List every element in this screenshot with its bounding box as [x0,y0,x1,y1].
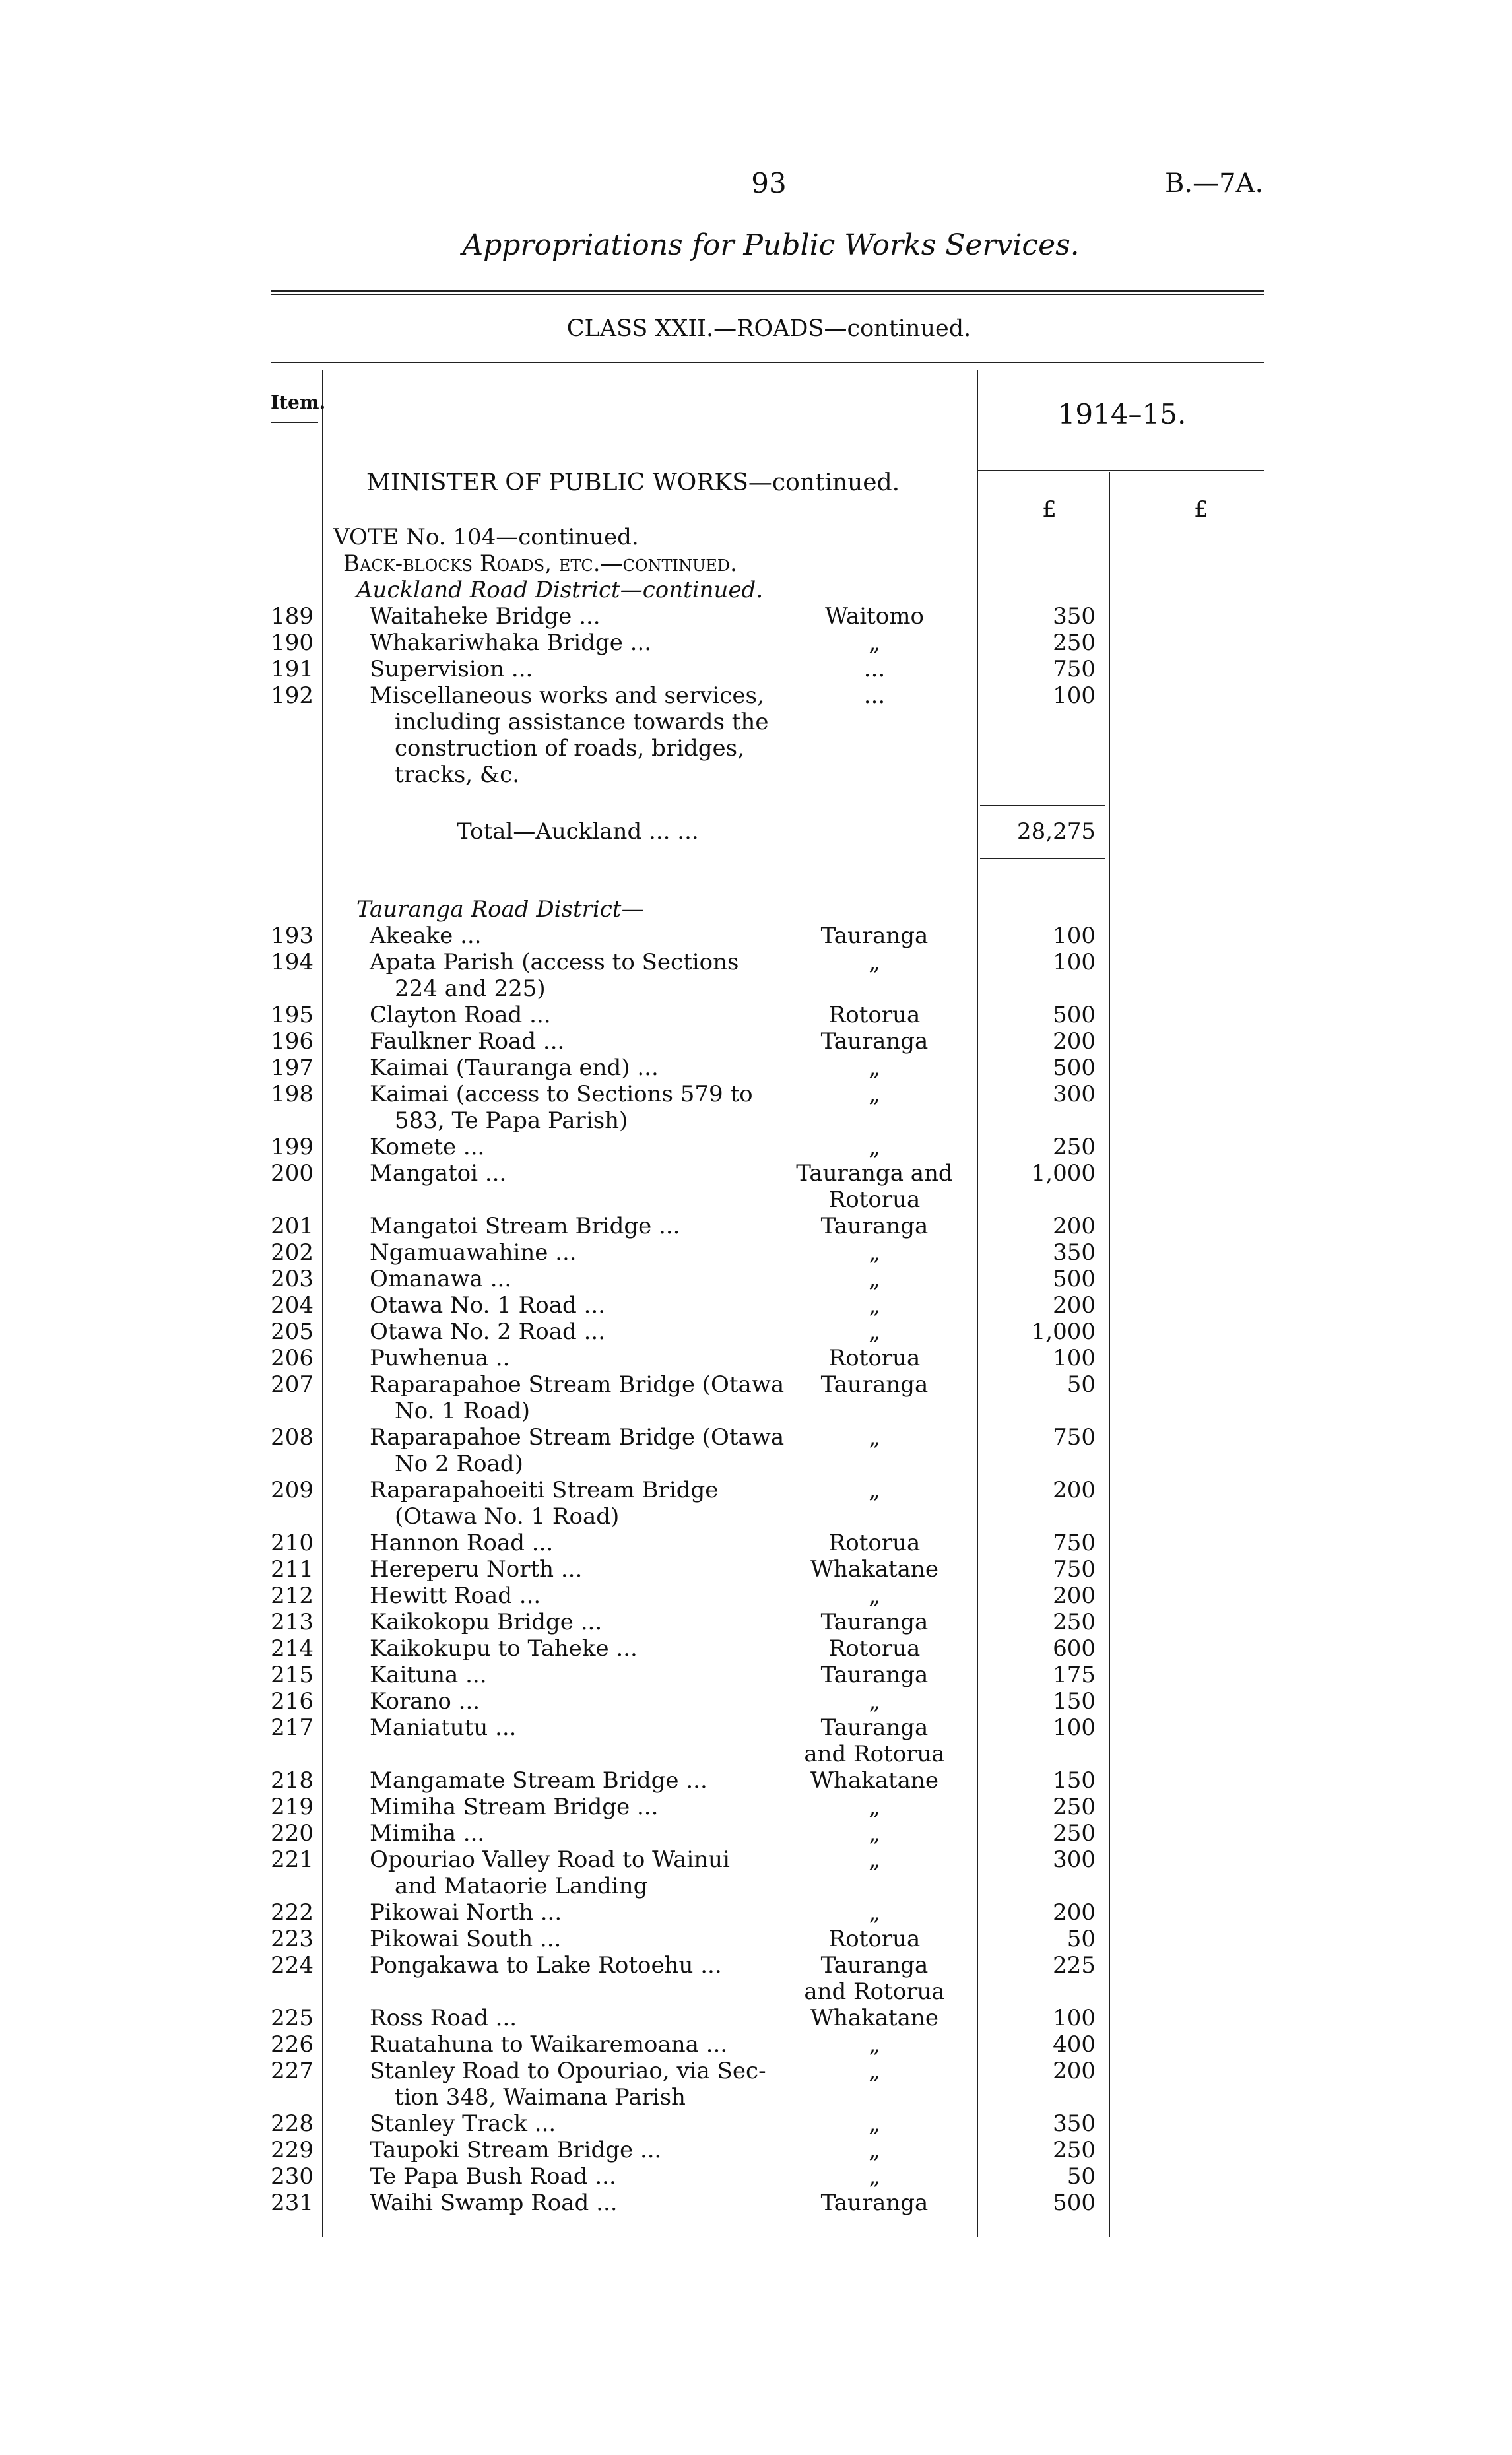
table-row [0,1688,1512,1715]
item-number: 224 [271,1952,313,1979]
item-description: (Otawa No. 1 Road) [395,1503,620,1530]
item-number: 221 [271,1847,313,1873]
table-row-continuation [0,1107,1512,1134]
item-number: 222 [271,1899,313,1926]
item-number: 217 [271,1715,313,1741]
item-number: 205 [271,1319,313,1345]
table-row [0,1662,1512,1688]
amount: 100 [1053,923,1096,949]
item-description: Faulkner Road ... [370,1028,565,1055]
table-row [0,2163,1512,2190]
item-description: Kaikokupu to Taheke ... [370,1635,638,1662]
table-row [0,1424,1512,1451]
district-heading-tauranga: Tauranga Road District— [356,896,644,923]
item-number: 208 [271,1424,313,1451]
table-row [0,1609,1512,1635]
table-row [0,1583,1512,1609]
table-row [0,1556,1512,1583]
table-row [0,630,1512,656]
electorate: „ [869,2163,880,2190]
table-row [0,1160,1512,1187]
amount: 300 [1053,1081,1096,1107]
amount: 350 [1053,603,1096,630]
item-number: 215 [271,1662,313,1688]
ministry-heading: MINISTER OF PUBLIC WORKS—continued. [366,469,900,496]
table-row-continuation [0,762,1512,788]
item-number: 210 [271,1530,313,1556]
item-description: Supervision ... [370,656,533,682]
item-description: Waihi Swamp Road ... [370,2190,618,2216]
table-row [0,1794,1512,1820]
table-row [0,1715,1512,1741]
item-number: 228 [271,2111,313,2137]
electorate: „ [869,1899,880,1926]
electorate: Tauranga [820,923,929,949]
electorate: Rotorua [828,1926,921,1952]
amount: 750 [1053,1556,1096,1583]
item-description: Omanawa ... [370,1266,512,1292]
amount: 750 [1053,1424,1096,1451]
item-description: Mangatoi Stream Bridge ... [370,1213,680,1239]
electorate: Tauranga [820,1609,929,1635]
item-number: 203 [271,1266,313,1292]
electorate: Tauranga [820,1715,929,1741]
table-row [0,1926,1512,1952]
item-description: 224 and 225) [395,975,546,1002]
table-row [0,2137,1512,2163]
item-description: Mangamate Stream Bridge ... [370,1767,707,1794]
electorate: Rotorua [828,1002,921,1028]
table-row-continuation [0,735,1512,762]
total-rule-top [980,805,1105,806]
item-description: Raparapahoe Stream Bridge (Otawa [370,1424,785,1451]
subhead: Back-blocks Roads, etc.—continued. [343,550,737,577]
item-description: Puwhenua .. [370,1345,510,1371]
item-number: 218 [271,1767,313,1794]
table-row-continuation [0,975,1512,1002]
item-description: Komete ... [370,1134,485,1160]
item-number: 209 [271,1477,313,1503]
item-description: Pongakawa to Lake Rotoehu ... [370,1952,722,1979]
table-row [0,1213,1512,1239]
amount: 250 [1053,1820,1096,1847]
electorate: „ [869,2111,880,2137]
table-row [0,923,1512,949]
table-row-continuation [0,1187,1512,1213]
item-description: Hereperu North ... [370,1556,583,1583]
total-label: Total—Auckland ... ... [457,818,699,845]
electorate: „ [869,1081,880,1107]
electorate: „ [869,1583,880,1609]
table-row-continuation [0,1451,1512,1477]
item-number: 225 [271,2005,313,2031]
electorate: Tauranga [820,1662,929,1688]
item-description: Kaimai (Tauranga end) ... [370,1055,659,1081]
electorate: Tauranga [820,1213,929,1239]
amount: 250 [1053,1609,1096,1635]
electorate: ... [863,656,886,682]
item-header-underline [271,422,318,423]
amount: 400 [1053,2031,1096,2058]
electorate: Tauranga [820,1028,929,1055]
item-number: 214 [271,1635,313,1662]
amount: 100 [1053,1345,1096,1371]
vote-heading: VOTE No. 104—continued. [333,524,639,550]
item-number: 190 [271,630,313,656]
electorate: Tauranga and [796,1160,953,1187]
item-description: Raparapahoe Stream Bridge (Otawa [370,1371,785,1398]
table-row [0,1530,1512,1556]
amount: 100 [1053,949,1096,975]
electorate: „ [869,1847,880,1873]
item-number: 212 [271,1583,313,1609]
item-description: including assistance towards the [395,709,769,735]
electorate: Rotorua [828,1345,921,1371]
item-description: Kaikokopu Bridge ... [370,1609,603,1635]
amount: 200 [1053,1213,1096,1239]
electorate: „ [869,1688,880,1715]
top-rule-thin [271,294,1264,295]
table-row [0,1767,1512,1794]
class-title: CLASS XXII.—ROADS—continued. [566,315,971,342]
item-number: 201 [271,1213,313,1239]
table-row-continuation [0,1398,1512,1424]
table-row [0,2111,1512,2137]
amount: 600 [1053,1635,1096,1662]
table-row [0,1292,1512,1319]
item-description: Miscellaneous works and services, [370,682,764,709]
total-rule-bottom [980,858,1105,859]
electorate: Waitomo [825,603,924,630]
item-description: Pikowai South ... [370,1926,562,1952]
table-row-continuation [0,1979,1512,2005]
electorate: „ [869,1239,880,1266]
table-row-continuation [0,1873,1512,1899]
item-number: 193 [271,923,313,949]
amount: 250 [1053,1794,1096,1820]
amount: 200 [1053,1899,1096,1926]
table-row [0,949,1512,975]
table-row [0,1055,1512,1081]
amount: 150 [1053,1688,1096,1715]
electorate: „ [869,1055,880,1081]
amount: 100 [1053,1715,1096,1741]
item-description: Te Papa Bush Road ... [370,2163,616,2190]
amount: 175 [1053,1662,1096,1688]
amount: 50 [1067,2163,1096,2190]
electorate: „ [869,1477,880,1503]
item-description: construction of roads, bridges, [395,735,744,762]
item-number: 230 [271,2163,313,2190]
item-description: Stanley Track ... [370,2111,556,2137]
electorate: „ [869,2031,880,2058]
table-row [0,1081,1512,1107]
item-description: Hewitt Road ... [370,1583,541,1609]
item-description: 583, Te Papa Parish) [395,1107,628,1134]
item-number: 196 [271,1028,313,1055]
item-description: Ruatahuna to Waikaremoana ... [370,2031,728,2058]
amount: 300 [1053,1847,1096,1873]
table-row [0,1820,1512,1847]
page-number: 93 [751,167,787,199]
total-amount: 28,275 [1017,818,1096,845]
item-description: Mimiha Stream Bridge ... [370,1794,659,1820]
item-description: Korano ... [370,1688,480,1715]
item-description: Apata Parish (access to Sections [370,949,739,975]
item-description: Waitaheke Bridge ... [370,603,601,630]
table-row [0,2031,1512,2058]
table-row-continuation [0,2084,1512,2111]
item-number: 213 [271,1609,313,1635]
item-description: Mangatoi ... [370,1160,507,1187]
item-number: 191 [271,656,313,682]
item-description: Otawa No. 2 Road ... [370,1319,605,1345]
amount: 750 [1053,1530,1096,1556]
item-number: 206 [271,1345,313,1371]
amount: 100 [1053,682,1096,709]
amount: 1,000 [1031,1160,1096,1187]
electorate: Tauranga [820,1371,929,1398]
table-row [0,2005,1512,2031]
amount: 100 [1053,2005,1096,2031]
currency-label-1: £ [1042,496,1057,523]
table-row [0,2058,1512,2084]
electorate: and Rotorua [804,1979,945,2005]
item-description: Opouriao Valley Road to Wainui [370,1847,730,1873]
item-number: 195 [271,1002,313,1028]
item-number: 211 [271,1556,313,1583]
item-number: 207 [271,1371,313,1398]
electorate: Rotorua [828,1635,921,1662]
item-description: Ross Road ... [370,2005,517,2031]
table-row-continuation [0,1503,1512,1530]
item-number: 223 [271,1926,313,1952]
item-number: 199 [271,1134,313,1160]
item-description: Kaituna ... [370,1662,487,1688]
amount: 250 [1053,1134,1096,1160]
electorate: „ [869,1820,880,1847]
report-reference: B.—7A. [1165,168,1264,199]
item-description: Whakariwhaka Bridge ... [370,630,652,656]
electorate: Rotorua [828,1187,921,1213]
table-row-continuation [0,709,1512,735]
electorate: ... [863,682,886,709]
table-row [0,1477,1512,1503]
amount: 200 [1053,2058,1096,2084]
electorate: „ [869,1266,880,1292]
table-row [0,603,1512,630]
table-row [0,1266,1512,1292]
electorate: „ [869,1319,880,1345]
item-number: 219 [271,1794,313,1820]
electorate: Rotorua [828,1530,921,1556]
table-row [0,1847,1512,1873]
item-description: Kaimai (access to Sections 579 to [370,1081,753,1107]
item-description: Ngamuawahine ... [370,1239,577,1266]
electorate: „ [869,949,880,975]
item-number: 198 [271,1081,313,1107]
electorate: Whakatane [810,1556,938,1583]
table-row [0,1635,1512,1662]
currency-label-2: £ [1194,496,1208,523]
item-number: 204 [271,1292,313,1319]
table-row [0,1134,1512,1160]
amount: 250 [1053,630,1096,656]
electorate: Tauranga [820,1952,929,1979]
item-number: 229 [271,2137,313,2163]
item-number: 200 [271,1160,313,1187]
electorate: Whakatane [810,1767,938,1794]
top-rule [271,290,1264,292]
electorate: „ [869,1134,880,1160]
item-number: 192 [271,682,313,709]
amount: 200 [1053,1028,1096,1055]
amount: 500 [1053,1002,1096,1028]
electorate: Whakatane [810,2005,938,2031]
item-description: Otawa No. 1 Road ... [370,1292,605,1319]
table-row [0,1319,1512,1345]
amount: 1,000 [1031,1319,1096,1345]
electorate: and Rotorua [804,1741,945,1767]
item-number: 220 [271,1820,313,1847]
table-top-rule [271,362,1264,363]
item-description: Akeake ... [370,923,482,949]
item-description: tracks, &c. [395,762,520,788]
table-row [0,1371,1512,1398]
year-underline [977,470,1264,471]
item-number: 189 [271,603,313,630]
table-row [0,656,1512,682]
item-number: 216 [271,1688,313,1715]
amount: 225 [1053,1952,1096,1979]
item-description: Raparapahoeiti Stream Bridge [370,1477,719,1503]
item-description: Stanley Road to Opouriao, via Sec- [370,2058,766,2084]
item-number: 194 [271,949,313,975]
table-row [0,1028,1512,1055]
table-row [0,1899,1512,1926]
amount: 750 [1053,656,1096,682]
item-number: 202 [271,1239,313,1266]
item-description: Maniatutu ... [370,1715,517,1741]
table-row [0,1002,1512,1028]
item-number: 226 [271,2031,313,2058]
item-description: Clayton Road ... [370,1002,551,1028]
item-number: 197 [271,1055,313,1081]
amount: 350 [1053,1239,1096,1266]
item-description: Mimiha ... [370,1820,485,1847]
district-heading-auckland: Auckland Road District—continued. [356,577,764,603]
electorate: „ [869,1424,880,1451]
amount: 50 [1067,1926,1096,1952]
electorate: „ [869,630,880,656]
table-row [0,2190,1512,2216]
item-column-header: Item. [271,391,326,413]
item-number: 227 [271,2058,313,2084]
electorate: „ [869,2137,880,2163]
page-title: Appropriations for Public Works Services. [462,228,1080,262]
item-description: No 2 Road) [395,1451,523,1477]
amount: 50 [1067,1371,1096,1398]
item-description: and Mataorie Landing [395,1873,648,1899]
amount: 150 [1053,1767,1096,1794]
table-row-continuation [0,1741,1512,1767]
item-description: tion 348, Waimana Parish [395,2084,686,2111]
table-row [0,1345,1512,1371]
electorate: „ [869,1292,880,1319]
amount: 200 [1053,1583,1096,1609]
electorate: „ [869,1794,880,1820]
amount: 200 [1053,1292,1096,1319]
amount: 350 [1053,2111,1096,2137]
amount: 500 [1053,1266,1096,1292]
year-column-header: 1914–15. [1057,398,1187,430]
item-number: 231 [271,2190,313,2216]
table-row [0,1239,1512,1266]
electorate: Tauranga [820,2190,929,2216]
electorate: „ [869,2058,880,2084]
amount: 500 [1053,2190,1096,2216]
table-row [0,1952,1512,1979]
item-description: Pikowai North ... [370,1899,562,1926]
item-description: Taupoki Stream Bridge ... [370,2137,662,2163]
amount: 250 [1053,2137,1096,2163]
item-description: No. 1 Road) [395,1398,531,1424]
table-row [0,682,1512,709]
amount: 200 [1053,1477,1096,1503]
amount: 500 [1053,1055,1096,1081]
item-description: Hannon Road ... [370,1530,554,1556]
